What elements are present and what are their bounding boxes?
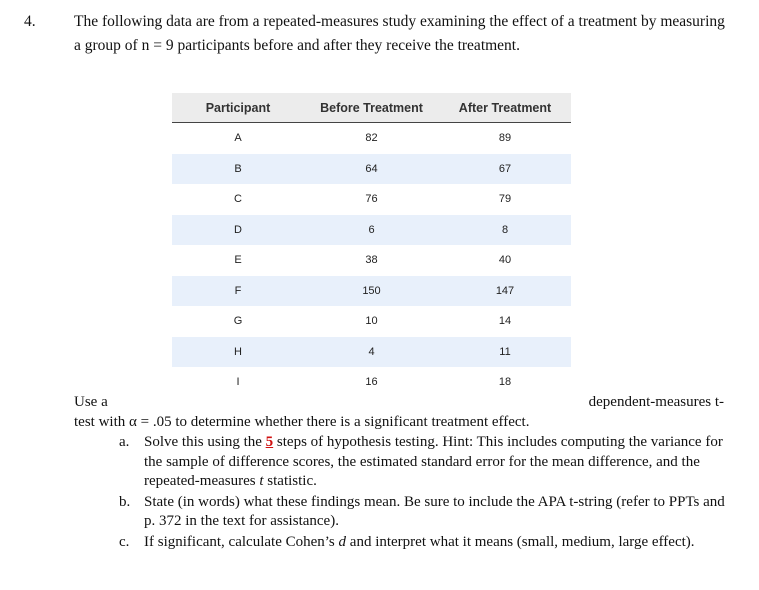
question-number: 4. xyxy=(24,13,36,30)
cell-before: 10 xyxy=(365,315,378,328)
sub-question-label: b. xyxy=(119,493,131,510)
cell-after: 89 xyxy=(498,132,512,145)
sub-questions xyxy=(119,433,731,553)
data-table-container xyxy=(172,93,571,398)
part-a-text-end: statistic. xyxy=(263,473,317,489)
t-symbol: t xyxy=(259,473,264,489)
table-row xyxy=(172,306,571,337)
question-text: The following data are from a repeated-measures study examining the effect of a treatment by measuring a group of n = 9 participants before and after they receive the treatment. xyxy=(74,13,725,54)
sub-question-label: c. xyxy=(119,533,130,550)
cell-after: 79 xyxy=(498,193,512,206)
cell-before: 64 xyxy=(304,154,439,185)
use-a-text: Use a xyxy=(74,394,108,410)
cell-participant: D xyxy=(172,215,304,246)
data-table xyxy=(172,93,571,398)
table-row xyxy=(172,184,571,215)
sub-question-b xyxy=(119,493,731,532)
cell-participant: B xyxy=(172,154,304,185)
cell-after: 14 xyxy=(498,315,512,328)
table-row xyxy=(172,337,571,368)
table-row xyxy=(172,215,571,246)
part-a-text-before: Solve this using the xyxy=(144,434,266,450)
table-row xyxy=(172,154,571,185)
cell-before: 76 xyxy=(365,193,378,206)
sub-question-c xyxy=(119,533,731,553)
cell-participant: A xyxy=(234,132,242,145)
header-participant: Participant xyxy=(172,93,304,123)
cell-after: 11 xyxy=(439,337,571,368)
table-row xyxy=(172,367,571,398)
cell-before: 16 xyxy=(365,376,378,389)
cell-after: 147 xyxy=(439,276,571,307)
cell-participant: E xyxy=(234,254,242,267)
cell-before: 38 xyxy=(365,254,378,267)
table-header-row xyxy=(172,93,571,123)
cell-participant: I xyxy=(236,376,240,389)
table-row xyxy=(172,245,571,276)
cell-before: 82 xyxy=(365,132,378,145)
cell-after: 8 xyxy=(439,215,571,246)
part-c-text-after: and interpret what it means (small, medium, large effect). xyxy=(346,533,695,550)
part-b-text: State (in words) what these findings mean. Be sure to include the APA t-string (refer to PPTs and p. 372 in the text for assistance). xyxy=(144,493,725,529)
cell-before: 4 xyxy=(304,337,439,368)
cell-participant: H xyxy=(172,337,304,368)
header-after-treatment: After Treatment xyxy=(439,93,571,123)
test-line-text: test with α = .05 to determine whether there is a significant treatment effect. xyxy=(74,414,530,430)
sub-question-label: a. xyxy=(119,434,130,450)
cell-participant: F xyxy=(172,276,304,307)
cell-participant: G xyxy=(233,315,243,328)
part-c-text-before: If significant, calculate Cohen’s xyxy=(144,533,339,550)
d-symbol: d xyxy=(338,533,347,550)
table-row xyxy=(172,123,571,154)
sub-question-a xyxy=(119,433,731,492)
cell-before: 6 xyxy=(304,215,439,246)
steps-number-highlight: 5 xyxy=(265,434,274,450)
part-a-text-after: steps of hypothesis testing. Hint: This includes computing the variance for the sample of difference scores, the estimated standard error for the mean difference, and the repeated-measures xyxy=(144,434,723,489)
cell-before: 150 xyxy=(304,276,439,307)
header-before-treatment: Before Treatment xyxy=(304,93,439,123)
cell-participant: C xyxy=(234,193,242,206)
dependent-measures-text: dependent-measures t- xyxy=(588,394,724,410)
cell-after: 40 xyxy=(498,254,512,267)
cell-after: 18 xyxy=(498,376,512,389)
cell-after: 67 xyxy=(439,154,571,185)
table-row xyxy=(172,276,571,307)
